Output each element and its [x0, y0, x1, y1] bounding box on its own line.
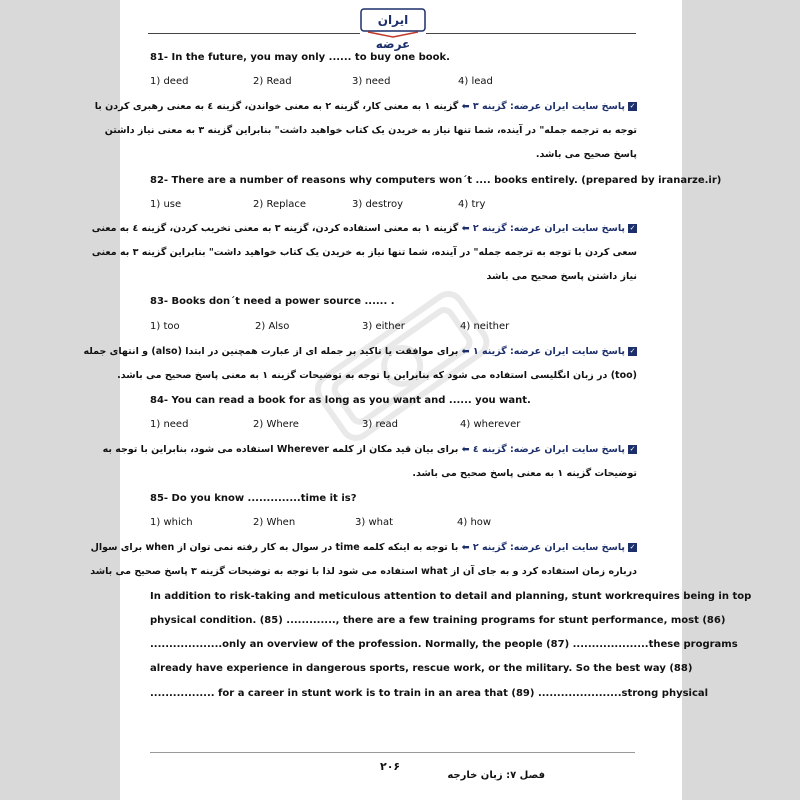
q82-answer-lead: پاسخ سایت ایران عرضه: گزینه ۲ ⬅ [461, 223, 625, 234]
q85-answer-line-1 [91, 542, 637, 553]
q84-answer-lead: پاسخ سایت ایران عرضه: گزینه ٤ ⬅ [461, 444, 625, 455]
q81-option-1: 1) deed [150, 76, 189, 87]
footer-rule [150, 752, 635, 753]
q83-answer-lead: پاسخ سایت ایران عرضه: گزینه ۱ ⬅ [461, 346, 625, 357]
q83-option-4: 4) neither [460, 321, 510, 332]
q81-option-4: 4) lead [458, 76, 493, 87]
question-81-stem: 81- In the future, you may only ...... to buy one book. [150, 52, 450, 63]
q81-answer-line-3: پاسخ صحیح می باشد. [535, 149, 637, 160]
page-number: ۲۰۶ [380, 760, 401, 773]
q83-option-1: 1) too [150, 321, 180, 332]
q82-answer-text-1: گزینه ۱ به معنی استفاده کردن، گزینه ۳ به معنی تخریب کردن، گزینه ٤ به معنی [91, 223, 459, 234]
q81-answer-lead: پاسخ سایت ایران عرضه: گزینه ۳ ⬅ [461, 101, 625, 112]
passage-line-3: ...................only an overview of the profession. Normally, the people (87) ....................these programs [150, 639, 738, 650]
q85-option-3: 3) what [355, 517, 394, 528]
check-icon: ✓ [629, 102, 636, 110]
q82-option-1: 1) use [150, 199, 182, 210]
chapter-title: فصل ۷: زبان خارجه [447, 770, 545, 781]
q84-answer-line-2: توضیحات گزینه ۱ به معنی پاسخ صحیح می باشد. [412, 468, 637, 479]
header-rule-right [426, 33, 636, 34]
q81-option-3: 3) need [352, 76, 391, 87]
q83-option-2: 2) Also [255, 321, 290, 332]
q85-option-1: 1) which [150, 517, 193, 528]
q85-answer-line-2: درباره زمان استفاده کرد و به جای آن از what استفاده می شود لذا با توجه به توضیحات گزینه ۳ پاسخ صحیح می باشد [90, 566, 637, 577]
q84-option-1: 1) need [150, 419, 189, 430]
check-icon: ✓ [629, 445, 636, 453]
q85-option-2: 2) When [253, 517, 296, 528]
check-icon: ✓ [629, 224, 636, 232]
q84-option-4: 4) wherever [460, 419, 521, 430]
q82-option-2: 2) Replace [253, 199, 306, 210]
passage-line-2: physical condition. (85) ............., there are a few training programs for stunt performance, most (86) [150, 615, 726, 626]
q84-answer-text-1: برای بیان قید مکان از کلمه Wherever استفاده می شود، بنابراین با توجه به [102, 444, 459, 455]
q83-answer-line-1 [83, 346, 637, 357]
q81-option-2: 2) Read [253, 76, 292, 87]
question-83-stem: 83- Books don´t need a power source ...... . [150, 296, 395, 307]
question-84-stem: 84- You can read a book for as long as you want and ...... you want. [150, 395, 531, 406]
q81-answer-line-1 [95, 101, 637, 112]
passage-line-4: already have experience in dangerous sports, rescue work, or the military. So the best way (88) [150, 663, 693, 674]
q83-option-3: 3) either [362, 321, 405, 332]
q85-answer-text-1: با توجه به اینکه کلمه time در سوال به کار رفته نمی توان از when برای سوال [90, 542, 459, 553]
check-icon: ✓ [629, 347, 636, 355]
q82-answer-line-3: نیاز داشتن پاسخ صحیح می باشد [486, 271, 637, 282]
q82-answer-line-1 [92, 223, 637, 234]
q82-answer-line-2: سعی کردن با توجه به ترجمه جمله" در آینده، شما تنها نیاز به خریدن یک کتاب خواهید داشت" بنابراین گزینه ۳ به معنی [91, 247, 637, 258]
question-85-stem: 85- Do you know ..............time it is? [150, 493, 357, 504]
q85-option-4: 4) how [457, 517, 492, 528]
q81-answer-text-1: گزینه ۱ به معنی کار، گزینه ۲ به معنی خواندن، گزینه ٤ به معنی رهبری کردن با [94, 101, 459, 112]
check-icon: ✓ [629, 543, 636, 551]
q84-option-2: 2) Where [253, 419, 299, 430]
passage-line-5: ................. for a career in stunt work is to train in an area that (89) ......................strong physical [150, 688, 709, 699]
q85-answer-lead: پاسخ سایت ایران عرضه: گزینه ۲ ⬅ [461, 542, 625, 553]
q83-answer-line-2: (too) در زبان انگلیسی استفاده می شود که بنابراین با توجه به توضیحات گزینه ۱ به معنی پاسخ صحیح می باشد. [117, 370, 637, 381]
q84-option-3: 3) read [362, 419, 398, 430]
question-82-stem: 82- There are a number of reasons why computers won´t .... books entirely. (prepared by iranarze.ir) [150, 175, 722, 186]
q84-answer-line-1 [103, 444, 637, 455]
q81-answer-line-2: توجه به ترجمه جمله" در آینده، شما تنها نیاز به خریدن یک کتاب خواهید داشت" بنابراین گزینه ۳ به معنی نیاز داشتن [104, 125, 637, 136]
q82-option-3: 3) destroy [352, 199, 404, 210]
site-logo [360, 8, 426, 51]
q82-option-4: 4) try [458, 199, 486, 210]
header-rule-left [148, 33, 360, 34]
logo-text: ایران عرضه [375, 13, 411, 51]
q83-answer-text-1: برای موافقت یا تاکید بر جمله ای از عبارت همچنین در ابتدا (also) و انتهای جمله [83, 346, 459, 357]
passage-line-1: In addition to risk-taking and meticulous attention to detail and planning, stunt workrequires being in top [150, 591, 752, 602]
